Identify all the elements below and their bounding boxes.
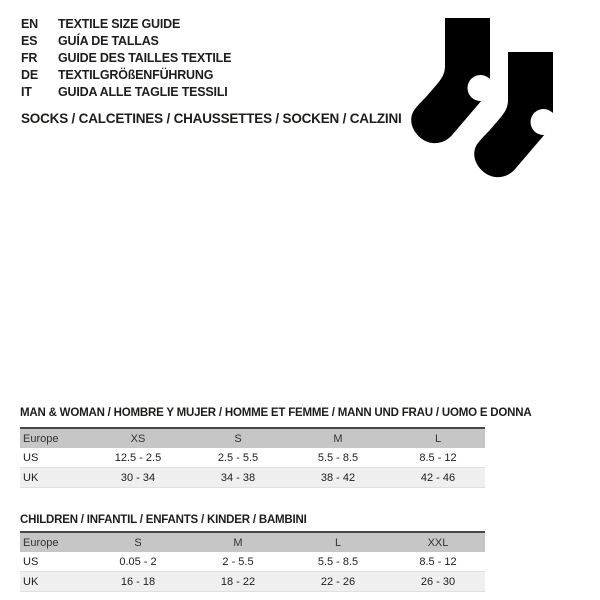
size-cell: 12.5 - 2.5 [114,451,162,464]
size-cell: 5.5 - 8.5 [317,555,359,568]
size-cell: 30 - 34 [120,471,156,484]
size-cell: 2 - 5.5 [222,555,254,568]
language-row-en [21,16,231,33]
language-code: FR [21,51,38,65]
table-title-man-woman: MAN & WOMAN / HOMBRE Y MUJER / HOMME ET FEMME / MANN UND FRAU / UOMO E DONNA [20,407,532,419]
size-cell: 16 - 18 [120,575,156,588]
language-label: TEXTILE SIZE GUIDE [58,17,181,31]
row-label: US [23,451,39,464]
header-cell-m: M [233,536,243,549]
language-list [21,16,231,101]
language-code: EN [21,17,38,31]
table-header-row [20,531,485,552]
size-cell: 8.5 - 12 [419,555,457,568]
category-title: SOCKS / CALCETINES / CHAUSSETTES / SOCKEN / CALZINI [21,111,402,126]
language-row-fr [21,50,231,67]
table-row-uk [20,572,485,592]
language-row-de [21,67,231,84]
table-row-uk [20,468,485,488]
language-label: TEXTILGRÖßENFÜHRUNG [58,68,214,82]
language-label: GUIDA ALLE TAGLIE TESSILI [58,85,228,99]
language-code: IT [21,85,32,99]
size-cell: 8.5 - 12 [419,451,457,464]
language-code: DE [21,68,38,82]
language-code: ES [21,34,38,48]
row-label: US [23,555,39,568]
row-label: UK [23,575,39,588]
socks-icon [405,10,570,182]
header-cell-l: L [334,536,342,549]
header-cell-s: S [134,536,142,549]
row-label: UK [23,471,39,484]
header-cell-s: S [234,432,242,445]
language-label: GUÍA DE TALLAS [58,34,159,48]
size-cell: 38 - 42 [320,471,356,484]
size-cell: 22 - 26 [320,575,356,588]
language-label: GUIDE DES TAILLES TEXTILE [58,51,232,65]
size-table-children [20,531,485,592]
table-header-row [20,427,485,448]
size-cell: 18 - 22 [220,575,256,588]
header-cell-xs: XS [130,432,146,445]
size-cell: 34 - 38 [220,471,256,484]
size-cell: 26 - 30 [420,575,456,588]
header-cell-m: M [333,432,343,445]
size-table-man-woman [20,427,485,488]
size-cell: 0.05 - 2 [119,555,157,568]
header-cell-xxl: XXL [427,536,449,549]
size-cell: 5.5 - 8.5 [317,451,359,464]
table-row-us [20,448,485,468]
sock-back [411,18,493,143]
language-row-es [21,33,231,50]
table-row-us [20,552,485,572]
header-cell-l: L [434,432,442,445]
header-cell-europe: Europe [23,536,59,549]
table-title-children: CHILDREN / INFANTIL / ENFANTS / KINDER / BAMBINI [20,514,307,526]
language-row-it [21,84,231,101]
header-cell-europe: Europe [23,432,59,445]
size-cell: 2.5 - 5.5 [217,451,259,464]
size-cell: 42 - 46 [420,471,456,484]
